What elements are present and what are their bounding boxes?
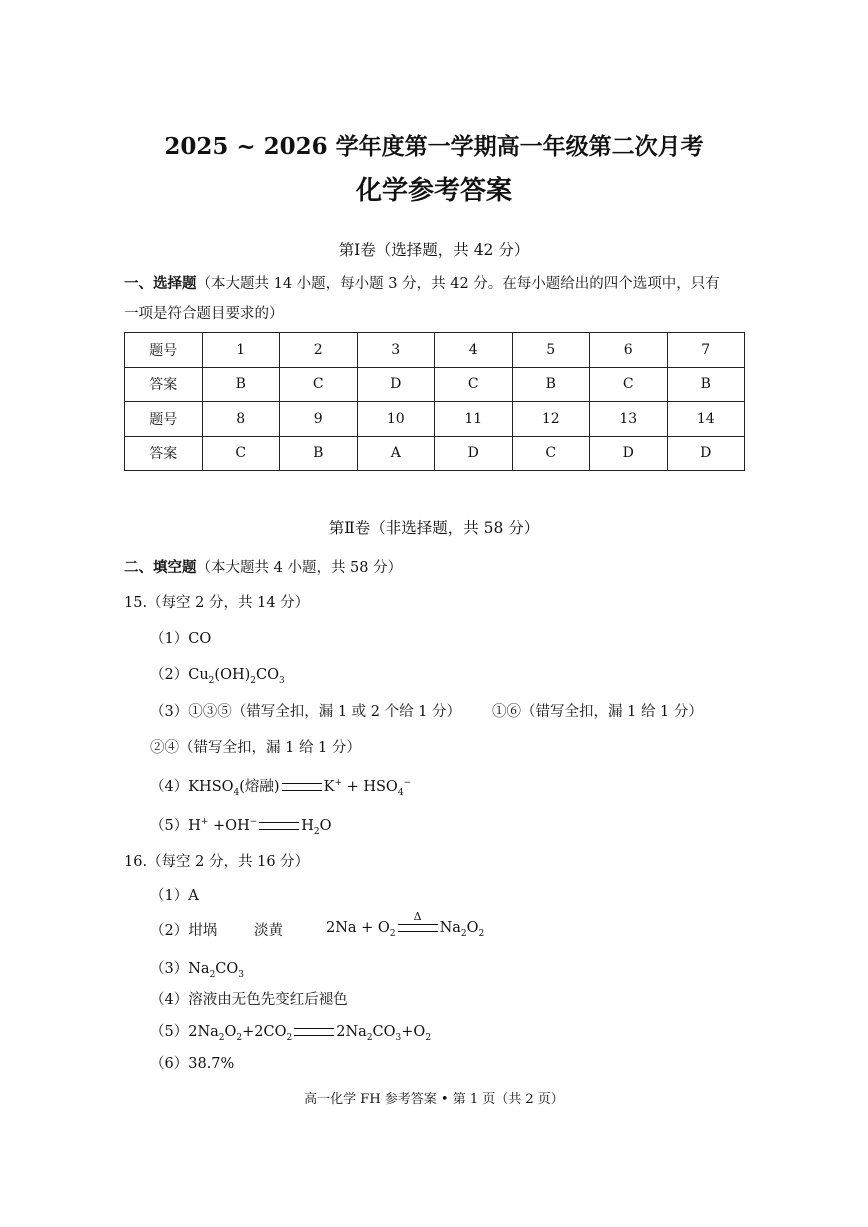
- section1-desc: （本大题共 14 小题，每小题 3 分，共 42 分。在每小题给出的四个选项中，只有: [196, 276, 720, 292]
- q15-head: 15.（每空 2 分，共 14 分）: [124, 595, 310, 611]
- q15-a2: $(2)Cu_2(OH)_2CO_3$: [150, 667, 285, 686]
- q15-a4: $(4)KHSO_4$(熔融) $K^+ + HSO_4^-$: [150, 778, 412, 798]
- q15-a1: （1）CO: [150, 631, 212, 647]
- q15-a3-part1: （3）①③⑤（错写全扣，漏 1 或 2 个给 1 分）: [150, 704, 462, 720]
- section1-heading: [124, 272, 720, 293]
- table-cell: C: [435, 367, 513, 402]
- table-row: [125, 333, 745, 368]
- table-row-header: 答案: [125, 436, 203, 471]
- table-cell: B: [280, 436, 358, 471]
- table-cell: A: [357, 436, 435, 471]
- table-cell: D: [590, 436, 668, 471]
- exam-subtitle: 化学参考答案: [355, 176, 512, 206]
- section1-desc-2: 一项是符合题目要求的）: [124, 306, 284, 322]
- table-row-header: 题号: [125, 333, 203, 368]
- q15-a3-part3: ②④（错写全扣，漏 1 给 1 分）: [150, 740, 361, 756]
- answer-table: [124, 332, 745, 471]
- delta-icon: Δ: [413, 910, 422, 923]
- equals-sign: [259, 822, 299, 830]
- table-cell: D: [435, 436, 513, 471]
- equals-sign: [294, 1028, 334, 1036]
- q16-a3: $(3)Na_2CO_3$: [150, 961, 245, 980]
- table-row: [125, 436, 745, 471]
- table-cell: 9: [280, 402, 358, 437]
- equals-sign: [282, 783, 322, 791]
- table-cell: C: [512, 436, 590, 471]
- table-cell: B: [512, 367, 590, 402]
- table-cell: 2: [280, 333, 358, 368]
- table-cell: 6: [590, 333, 668, 368]
- heat-equals-sign: [398, 910, 438, 932]
- q16-head: 16.（每空 2 分，共 16 分）: [124, 854, 310, 870]
- table-cell: 11: [435, 402, 513, 437]
- table-cell: 13: [590, 402, 668, 437]
- table-cell: 5: [512, 333, 590, 368]
- table-cell: 7: [667, 333, 745, 368]
- table-cell: C: [202, 436, 280, 471]
- q16-a2-part2: 淡黄: [254, 923, 283, 939]
- exam-title: 2025 ~ 2026 学年度第一学期高一年级第二次月考: [164, 133, 704, 160]
- section2-desc: （本大题共 4 小题，共 58 分）: [196, 560, 403, 576]
- q16-a5: $(5)2Na_2O_2+2CO_2$ $2Na_2CO_3+O_2$: [150, 1024, 432, 1043]
- table-row: [125, 402, 745, 437]
- table-cell: 8: [202, 402, 280, 437]
- q16-a2-part1: （2）坩埚: [150, 923, 218, 939]
- q16-a2-equation: $2Na + O_2$ Δ $Na_2O_2$: [326, 910, 485, 939]
- table-row-header: 题号: [125, 402, 203, 437]
- part2-title: 第Ⅱ卷（非选择题，共 58 分）: [328, 519, 540, 537]
- table-cell: 1: [202, 333, 280, 368]
- table-cell: B: [667, 367, 745, 402]
- q16-a6: （6）38.7%: [150, 1056, 235, 1072]
- page-footer: 高一化学 FH 参考答案 • 第 1 页（共 2 页）: [304, 1092, 564, 1107]
- q15-a5: （5）H+ +OH− $H_2O$: [150, 817, 332, 837]
- table-row: [125, 367, 745, 402]
- q15-a3-part2: ①⑥（错写全扣，漏 1 给 1 分）: [492, 704, 703, 720]
- table-cell: B: [202, 367, 280, 402]
- q16-a1: （1）A: [150, 888, 199, 904]
- table-cell: C: [590, 367, 668, 402]
- part1-title: 第Ⅰ卷（选择题，共 42 分）: [338, 241, 530, 259]
- section1-label: 一、选择题: [124, 275, 197, 292]
- table-row-header: 答案: [125, 367, 203, 402]
- section2-heading: [124, 556, 402, 577]
- table-cell: 14: [667, 402, 745, 437]
- section2-label: 二、填空题: [124, 559, 197, 576]
- table-cell: 12: [512, 402, 590, 437]
- table-cell: D: [667, 436, 745, 471]
- table-cell: C: [280, 367, 358, 402]
- table-cell: 10: [357, 402, 435, 437]
- q16-a4: （4）溶液由无色先变红后褪色: [150, 992, 348, 1008]
- table-cell: 3: [357, 333, 435, 368]
- table-cell: 4: [435, 333, 513, 368]
- table-cell: D: [357, 367, 435, 402]
